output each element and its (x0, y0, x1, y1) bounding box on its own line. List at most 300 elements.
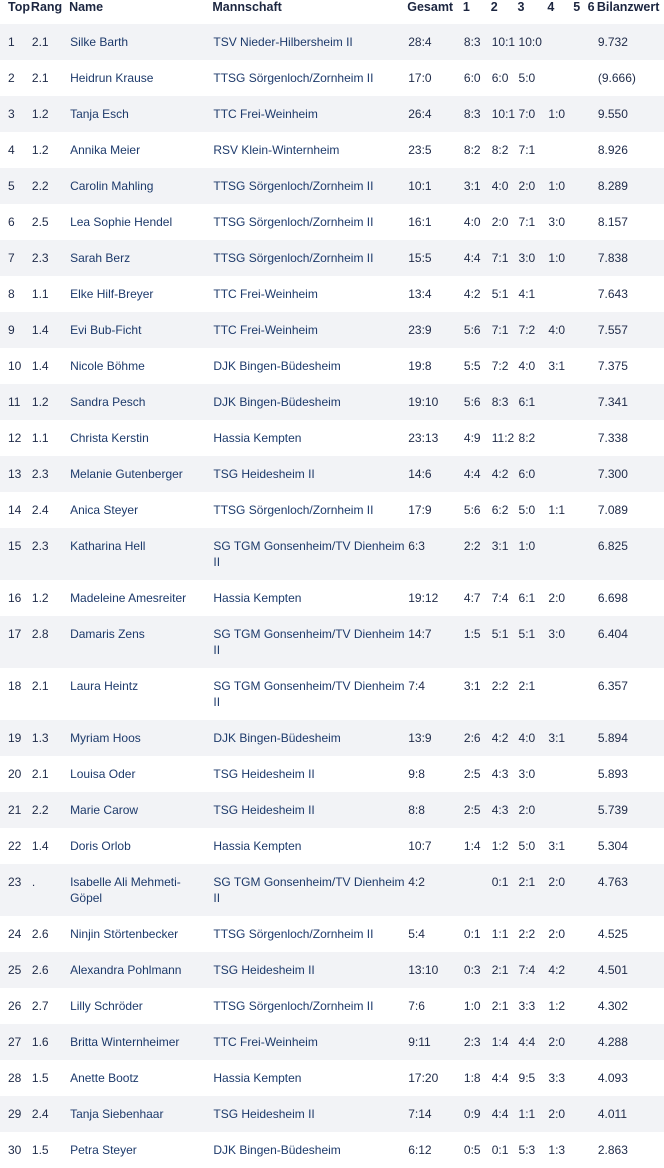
cell-value: 7.300 (597, 456, 664, 492)
cell-p6 (588, 528, 597, 580)
table-row (0, 456, 664, 492)
player-name (69, 240, 212, 276)
team-link[interactable]: TTC Frei-Weinheim (213, 1035, 318, 1049)
cell-value: (9.666) (597, 71, 636, 85)
cell-p3: 10:0 (518, 24, 548, 60)
cell-p5 (573, 96, 587, 132)
player-name (69, 580, 212, 616)
player-link[interactable]: Evi Bub-Ficht (70, 323, 142, 337)
cell-p3: 5:0 (518, 71, 536, 85)
cell-top: 14 (8, 503, 22, 517)
cell-rang: 1.6 (31, 1024, 69, 1060)
cell-p5 (573, 240, 587, 276)
cell-top: 3 (0, 96, 31, 132)
team-link[interactable]: DJK Bingen-Büdesheim (213, 359, 341, 373)
cell-p6 (588, 720, 597, 756)
team-name (212, 756, 407, 792)
cell-rang: 2.6 (31, 952, 69, 988)
cell-top: 26 (8, 999, 22, 1013)
cell-p1: 0:1 (463, 927, 481, 941)
cell-p4: 2:0 (547, 1096, 573, 1132)
cell-p4: 4:0 (547, 312, 573, 348)
player-name (69, 988, 212, 1024)
cell-top: 8 (8, 287, 15, 301)
cell-p5 (573, 24, 587, 60)
cell-p3: 6:0 (518, 456, 548, 492)
table-row (0, 168, 664, 204)
cell-p4: 3:1 (547, 720, 573, 756)
player-link[interactable]: Sandra Pesch (70, 395, 146, 409)
cell-value: 4.288 (597, 1024, 664, 1060)
cell-top: 21 (0, 792, 31, 828)
cell-p1: 3:1 (463, 168, 491, 204)
cell-value: 4.525 (597, 927, 628, 941)
team-link[interactable]: DJK Bingen-Büdesheim (213, 395, 341, 409)
cell-p1: 4:7 (463, 591, 481, 605)
cell-top: 17 (0, 616, 31, 668)
cell-p1: 2:2 (463, 528, 491, 580)
cell-top: 24 (8, 927, 22, 941)
team-link[interactable]: SG TGM Gonsenheim/TV Dienheim II (213, 627, 405, 657)
team-link[interactable]: Hassia Kempten (213, 431, 302, 445)
team-name (212, 168, 407, 204)
player-link[interactable]: Katharina Hell (70, 539, 146, 553)
player-name (69, 456, 212, 492)
cell-total: 23:5 (408, 143, 432, 157)
cell-p1: 1:0 (463, 999, 481, 1013)
player-link[interactable]: Anette Bootz (70, 1071, 139, 1085)
cell-p6 (588, 1132, 597, 1168)
cell-total: 4:2 (407, 864, 463, 916)
cell-p6 (588, 60, 597, 96)
team-name (212, 96, 407, 132)
player-name (69, 916, 212, 952)
cell-top: 2 (8, 71, 15, 85)
table-row (0, 384, 664, 420)
cell-p2: 1:1 (491, 927, 509, 941)
cell-top: 20 (8, 767, 22, 781)
cell-total: 17:20 (408, 1071, 439, 1085)
cell-p1 (463, 864, 491, 916)
team-link[interactable]: TTSG Sörgenloch/Zornheim II (213, 927, 374, 941)
cell-p6 (588, 168, 597, 204)
cell-p3: 4:0 (518, 720, 548, 756)
cell-top: 25 (0, 952, 31, 988)
cell-top: 11 (0, 384, 31, 420)
player-name (69, 864, 212, 916)
cell-p2: 10:1 (491, 24, 518, 60)
team-name (212, 24, 407, 60)
cell-rang: 2.6 (31, 927, 49, 941)
player-link[interactable]: Myriam Hoos (70, 731, 141, 745)
table-row (0, 528, 664, 580)
player-link[interactable]: Tanja Esch (70, 107, 129, 121)
cell-p6 (588, 204, 597, 240)
team-name (212, 420, 407, 456)
team-name (212, 988, 407, 1024)
cell-value: 7.643 (597, 287, 628, 301)
team-link[interactable]: RSV Klein-Winternheim (213, 143, 340, 157)
table-row (0, 348, 664, 384)
player-name (69, 1132, 212, 1168)
cell-p6 (588, 1060, 597, 1096)
table-row (0, 24, 664, 60)
header-value: Bilanzwert (596, 0, 660, 14)
cell-rang: 1.5 (31, 1143, 49, 1157)
cell-value: 8.926 (597, 143, 628, 157)
cell-p5 (573, 952, 587, 988)
cell-top: 13 (0, 456, 31, 492)
cell-p1: 8:3 (463, 24, 491, 60)
cell-p2: 0:1 (491, 1143, 509, 1157)
cell-value: 8.157 (597, 215, 628, 229)
player-link[interactable]: Melanie Gutenberger (70, 467, 183, 481)
team-name (212, 456, 407, 492)
player-link[interactable]: Annika Meier (70, 143, 141, 157)
player-link[interactable]: Petra Steyer (70, 1143, 137, 1157)
player-link[interactable]: Nicole Böhme (70, 359, 145, 373)
cell-p6 (588, 988, 597, 1024)
player-link[interactable]: Christa Kerstin (70, 431, 149, 445)
cell-p4 (547, 420, 573, 456)
table-row (0, 312, 664, 348)
cell-total: 23:9 (407, 312, 463, 348)
cell-p5 (573, 132, 587, 168)
cell-top: 19 (0, 720, 31, 756)
table-row (0, 204, 664, 240)
player-link[interactable]: Madeleine Amesreiter (70, 591, 187, 605)
cell-p1: 2:5 (463, 767, 481, 781)
player-name (69, 204, 212, 240)
cell-p2: 4:0 (491, 168, 518, 204)
cell-p5 (573, 420, 587, 456)
cell-value: 7.341 (597, 384, 664, 420)
cell-p5 (573, 1096, 587, 1132)
player-link[interactable]: Elke Hilf-Breyer (70, 287, 154, 301)
header-p3: 3 (517, 0, 525, 14)
player-name (69, 756, 212, 792)
cell-total: 28:4 (407, 24, 463, 60)
cell-p5 (573, 988, 587, 1024)
cell-p1: 5:5 (463, 359, 481, 373)
cell-p4: 1:1 (548, 503, 566, 517)
team-link[interactable]: TTSG Sörgenloch/Zornheim II (213, 179, 374, 193)
cell-p2: 2:1 (491, 999, 509, 1013)
player-link[interactable]: Isabelle Ali Mehmeti-Göpel (70, 875, 181, 905)
cell-p6 (588, 580, 597, 616)
cell-top: 29 (0, 1096, 31, 1132)
cell-rang: 2.4 (31, 1096, 69, 1132)
table-row (0, 668, 664, 720)
cell-value: 9.732 (597, 24, 664, 60)
cell-rang: 1.2 (31, 143, 49, 157)
cell-top: 16 (8, 591, 22, 605)
team-name (212, 1132, 407, 1168)
cell-p1: 1:8 (463, 1071, 481, 1085)
player-name (69, 132, 212, 168)
player-name (69, 420, 212, 456)
header-p5: 5 (573, 0, 581, 14)
cell-p2: 7:1 (491, 312, 518, 348)
player-link[interactable]: Britta Winternheimer (70, 1035, 180, 1049)
team-name (212, 1096, 407, 1132)
cell-p6 (588, 616, 597, 668)
team-link[interactable]: TTC Frei-Weinheim (213, 107, 318, 121)
cell-value: 5.304 (597, 839, 628, 853)
cell-rang: 1.1 (31, 287, 49, 301)
cell-p4: 3:0 (547, 616, 573, 668)
cell-p1: 4:9 (463, 431, 481, 445)
team-link[interactable]: TSG Heidesheim II (213, 963, 315, 977)
cell-p6 (588, 1024, 597, 1060)
player-link[interactable]: Marie Carow (70, 803, 139, 817)
player-link[interactable]: Louisa Oder (70, 767, 136, 781)
cell-p1: 0:9 (463, 1096, 491, 1132)
cell-rang: 2.1 (31, 71, 49, 85)
cell-rang: 2.3 (31, 456, 69, 492)
cell-p5 (573, 1024, 587, 1060)
team-link[interactable]: TSG Heidesheim II (213, 803, 315, 817)
team-link[interactable]: TSG Heidesheim II (213, 1107, 315, 1121)
team-link[interactable]: TTSG Sörgenloch/Zornheim II (213, 503, 374, 517)
team-link[interactable]: TSV Nieder-Hilbersheim II (213, 35, 353, 49)
cell-p3: 5:1 (518, 616, 548, 668)
cell-p5 (573, 792, 587, 828)
cell-value: 5.739 (597, 792, 664, 828)
cell-p1: 8:2 (463, 143, 481, 157)
player-name (69, 312, 212, 348)
cell-top: 5 (0, 168, 31, 204)
player-name (69, 384, 212, 420)
cell-top: 22 (8, 839, 22, 853)
cell-p1: 6:0 (463, 71, 481, 85)
cell-p2: 2:0 (491, 215, 509, 229)
team-link[interactable]: Hassia Kempten (213, 839, 302, 853)
player-link[interactable]: Laura Heintz (70, 679, 139, 693)
cell-total: 6:12 (408, 1143, 432, 1157)
cell-total: 19:8 (408, 359, 432, 373)
cell-p1: 5:6 (463, 312, 491, 348)
cell-top: 30 (8, 1143, 22, 1157)
team-link[interactable]: TTSG Sörgenloch/Zornheim II (213, 215, 374, 229)
table-row (0, 240, 664, 276)
team-name (212, 668, 407, 720)
team-name (212, 580, 407, 616)
cell-rang: 2.1 (31, 679, 49, 693)
cell-p5 (573, 668, 587, 720)
team-name (212, 720, 407, 756)
cell-total: 5:4 (408, 927, 425, 941)
cell-p5 (573, 384, 587, 420)
team-link[interactable]: TTSG Sörgenloch/Zornheim II (213, 71, 374, 85)
cell-top: 7 (0, 240, 31, 276)
cell-p6 (588, 240, 597, 276)
cell-p5 (573, 864, 587, 916)
player-name (69, 24, 212, 60)
cell-rang: 1.3 (31, 720, 69, 756)
cell-top: 9 (0, 312, 31, 348)
cell-p1: 5:6 (463, 384, 491, 420)
cell-value: 9.550 (597, 96, 664, 132)
cell-p2: 11:2 (491, 431, 515, 445)
cell-total: 19:10 (407, 384, 463, 420)
cell-p2: 7:1 (491, 240, 518, 276)
cell-p1: 4:4 (463, 240, 491, 276)
cell-p3: 1:1 (518, 1096, 548, 1132)
cell-p5 (573, 456, 587, 492)
player-name (69, 668, 212, 720)
team-name (212, 348, 407, 384)
cell-top: 6 (8, 215, 15, 229)
team-link[interactable]: Hassia Kempten (213, 591, 302, 605)
table-row (0, 1060, 664, 1096)
cell-p2: 0:1 (491, 864, 518, 916)
cell-p5 (573, 756, 587, 792)
cell-total: 9:8 (408, 767, 425, 781)
cell-total: 17:0 (408, 71, 432, 85)
table-row (0, 988, 664, 1024)
team-link[interactable]: TTC Frei-Weinheim (213, 323, 318, 337)
cell-p5 (573, 312, 587, 348)
cell-rang: 1.2 (31, 384, 69, 420)
team-link[interactable]: DJK Bingen-Büdesheim (213, 731, 341, 745)
cell-top: 12 (8, 431, 22, 445)
cell-p3: 6:1 (518, 591, 536, 605)
player-link[interactable]: Heidrun Krause (70, 71, 154, 85)
team-link[interactable]: TSG Heidesheim II (213, 767, 315, 781)
team-link[interactable]: SG TGM Gonsenheim/TV Dienheim II (213, 539, 405, 569)
player-link[interactable]: Lea Sophie Hendel (70, 215, 173, 229)
player-link[interactable]: Doris Orlob (70, 839, 131, 853)
cell-p1: 2:3 (463, 1024, 491, 1060)
player-link[interactable]: Anica Steyer (70, 503, 139, 517)
player-link[interactable]: Ninjin Störtenbecker (70, 927, 179, 941)
table-row (0, 616, 664, 668)
cell-value: 6.357 (597, 679, 628, 693)
cell-rang: . (31, 864, 69, 916)
cell-p5 (573, 828, 587, 864)
cell-p3: 3:3 (518, 999, 536, 1013)
team-name (212, 616, 407, 668)
team-link[interactable]: DJK Bingen-Büdesheim (213, 1143, 341, 1157)
cell-rang: 1.4 (31, 312, 69, 348)
cell-rang: 1.2 (31, 591, 49, 605)
team-name (212, 492, 407, 528)
cell-p2: 6:0 (491, 71, 509, 85)
cell-p4: 4:2 (547, 952, 573, 988)
team-link[interactable]: TTSG Sörgenloch/Zornheim II (213, 999, 374, 1013)
player-name (69, 168, 212, 204)
team-name (212, 204, 407, 240)
team-link[interactable]: TTC Frei-Weinheim (213, 287, 318, 301)
cell-top: 15 (0, 528, 31, 580)
header-p6: 6 (587, 0, 595, 14)
player-link[interactable]: Lilly Schröder (70, 999, 143, 1013)
cell-p1: 1:4 (463, 839, 481, 853)
cell-value: 7.089 (597, 503, 628, 517)
cell-p3: 3:0 (518, 240, 548, 276)
cell-rang: 2.1 (31, 24, 69, 60)
cell-total: 17:9 (408, 503, 432, 517)
table-row (0, 720, 664, 756)
team-link[interactable]: TTSG Sörgenloch/Zornheim II (213, 251, 374, 265)
player-link[interactable]: Damaris Zens (70, 627, 145, 641)
player-link[interactable]: Tanja Siebenhaar (70, 1107, 164, 1121)
cell-top: 18 (8, 679, 22, 693)
header-rang: Rang (30, 0, 63, 14)
cell-top: 4 (8, 143, 15, 157)
cell-total: 7:4 (408, 679, 425, 693)
player-name (69, 276, 212, 312)
table-row (0, 420, 664, 456)
cell-p2: 1:4 (491, 1024, 518, 1060)
cell-rang: 2.2 (31, 168, 69, 204)
cell-p2: 7:4 (491, 591, 509, 605)
player-link[interactable]: Alexandra Pohlmann (70, 963, 182, 977)
header-p1: 1 (462, 0, 470, 14)
table-row (0, 96, 664, 132)
cell-p4 (547, 456, 573, 492)
team-link[interactable]: SG TGM Gonsenheim/TV Dienheim II (213, 875, 405, 905)
team-name (212, 240, 407, 276)
player-link[interactable]: Carolin Mahling (70, 179, 154, 193)
cell-total: 14:7 (407, 616, 463, 668)
cell-p4: 1:2 (548, 999, 566, 1013)
cell-p1: 4:4 (463, 456, 491, 492)
table-row (0, 492, 664, 528)
cell-rang: 2.8 (31, 616, 69, 668)
cell-p5 (573, 492, 587, 528)
cell-p6 (588, 312, 597, 348)
player-link[interactable]: Sarah Berz (70, 251, 131, 265)
cell-rang: 1.5 (31, 1071, 49, 1085)
team-link[interactable]: Hassia Kempten (213, 1071, 302, 1085)
cell-value: 6.825 (597, 528, 664, 580)
cell-p3: 6:1 (518, 384, 548, 420)
cell-rang: 1.4 (31, 839, 49, 853)
cell-p6 (588, 792, 597, 828)
table-row (0, 756, 664, 792)
team-link[interactable]: TSG Heidesheim II (213, 467, 315, 481)
cell-total: 7:6 (408, 999, 425, 1013)
cell-p4 (547, 756, 573, 792)
cell-p4 (547, 24, 573, 60)
cell-rang: 2.3 (31, 240, 69, 276)
cell-rang: 1.2 (31, 96, 69, 132)
cell-p4: 3:1 (548, 359, 566, 373)
cell-value: 7.838 (597, 240, 664, 276)
player-link[interactable]: Silke Barth (70, 35, 129, 49)
cell-total: 16:1 (408, 215, 432, 229)
table-row (0, 952, 664, 988)
cell-p4 (547, 668, 573, 720)
cell-p1: 2:6 (463, 720, 491, 756)
cell-p1: 2:5 (463, 792, 491, 828)
cell-p4 (547, 384, 573, 420)
player-name (69, 1024, 212, 1060)
cell-p4: 3:3 (548, 1071, 566, 1085)
cell-p2: 7:2 (491, 359, 509, 373)
cell-p4 (547, 276, 573, 312)
cell-p6 (588, 384, 597, 420)
header-p4: 4 (547, 0, 555, 14)
team-name (212, 916, 407, 952)
cell-p3: 3:0 (518, 767, 536, 781)
cell-p3: 7:4 (518, 952, 548, 988)
table-row (0, 1024, 664, 1060)
cell-p1: 0:5 (463, 1143, 481, 1157)
team-link[interactable]: SG TGM Gonsenheim/TV Dienheim II (213, 679, 405, 709)
